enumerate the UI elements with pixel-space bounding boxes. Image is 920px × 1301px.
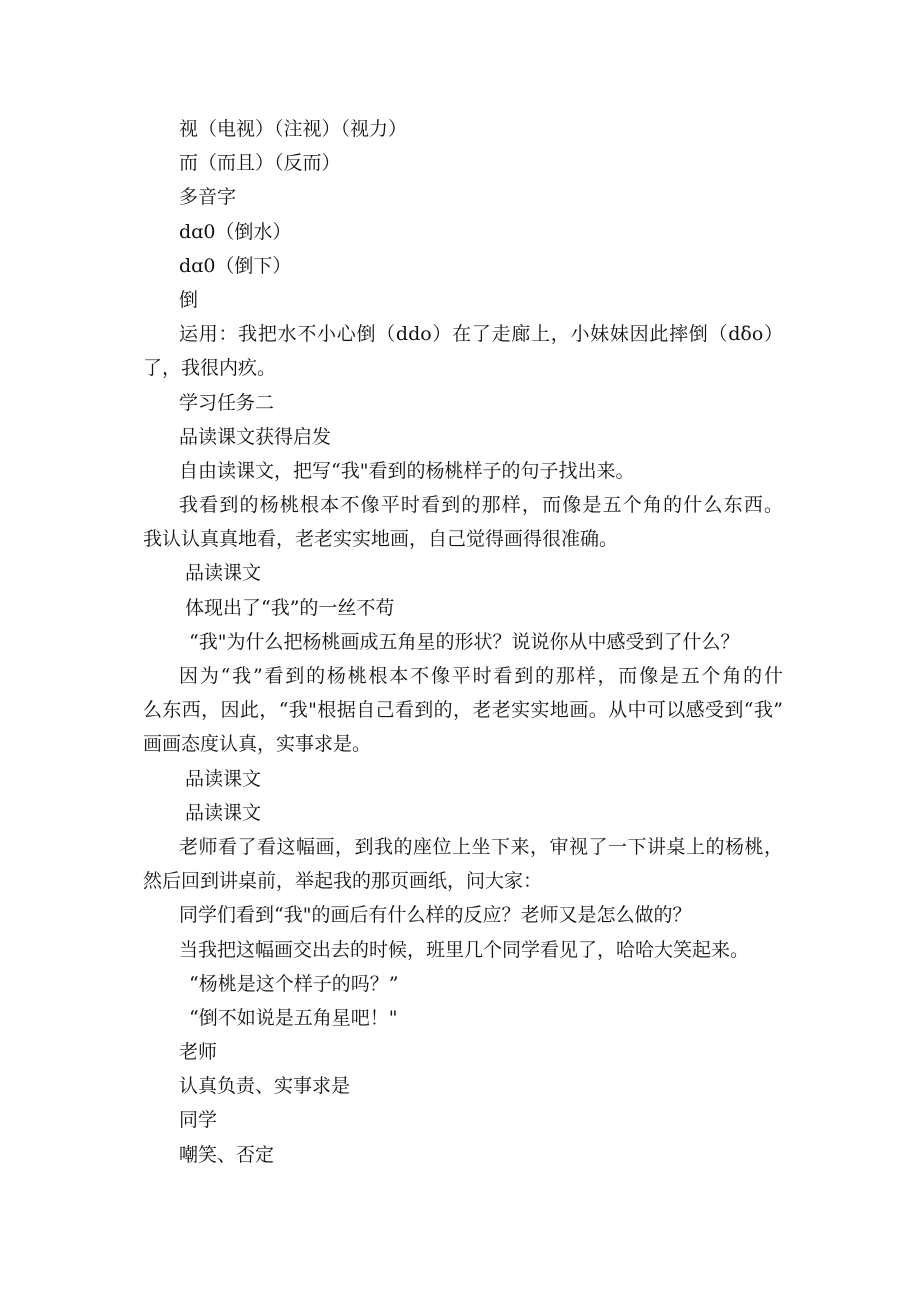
text-line: 老师: [179, 1041, 218, 1064]
text-line: 视（电视）（注视）（视力）: [179, 118, 408, 140]
text-line: 而（而且）（反而）: [179, 152, 341, 175]
text-line: 倒: [179, 288, 199, 311]
text-line: 体现出了“我”的一丝不苟: [185, 596, 395, 619]
text-line: 么东西，因此，“我"根据自己看到的，老老实实地画。从中可以感受到“我”: [143, 699, 783, 722]
text-line: 品读课文: [185, 562, 262, 585]
text-line: 嘲笑、否定: [179, 1143, 275, 1166]
text-line: 品读课文: [185, 801, 262, 824]
text-line: 老师看了看这幅画，到我的座位上坐下来，审视了一下讲桌上的杨桃，: [179, 835, 783, 858]
text-line: 运用：我把水不小心倒（ddo）在了走廊上，小妹妹因此摔倒（dδo）: [179, 323, 783, 346]
text-line: 当我把这幅画交出去的时候，班里几个同学看见了，哈哈大笑起来。: [179, 938, 750, 961]
text-line: 自由读课文，把写“我"看到的杨桃样子的句子找出来。: [179, 459, 635, 482]
text-line: 然后回到讲桌前，举起我的那页画纸，问大家：: [143, 870, 543, 893]
text-line: 同学们看到“我"的画后有什么样的反应？老师又是怎么做的？: [179, 904, 692, 927]
text-line: 了，我很内疚。: [143, 357, 277, 380]
document-page: [143, 112, 783, 1172]
text-line: 我认认真真地看，老老实实地画，自己觉得画得很准确。: [143, 528, 619, 551]
section-subheading: 品读课文获得启发: [179, 425, 332, 448]
text-line: 同学: [179, 1109, 218, 1132]
text-line: dɑ0（倒水）: [179, 220, 292, 243]
text-line: “倒不如说是五角星吧！": [189, 1006, 398, 1029]
text-line: 画画态度认真，实事求是。: [143, 733, 372, 756]
text-line: 品读课文: [185, 767, 262, 790]
text-line: 因为“我”看到的杨桃根本不像平时看到的那样，而像是五个角的什: [179, 665, 783, 687]
text-line: 多音字: [179, 186, 237, 209]
text-line: dɑ0（倒下）: [179, 254, 292, 277]
text-line: “杨桃是这个样子的吗？”: [189, 972, 399, 995]
section-heading: 学习任务二: [179, 391, 275, 414]
text-line: 认真负责、实事求是: [179, 1075, 351, 1098]
text-line: “我"为什么把杨桃画成五角星的形状？说说你从中感受到了什么？: [189, 630, 740, 653]
text-line: 我看到的杨桃根本不像平时看到的那样，而像是五个角的什么东西。: [179, 494, 783, 517]
